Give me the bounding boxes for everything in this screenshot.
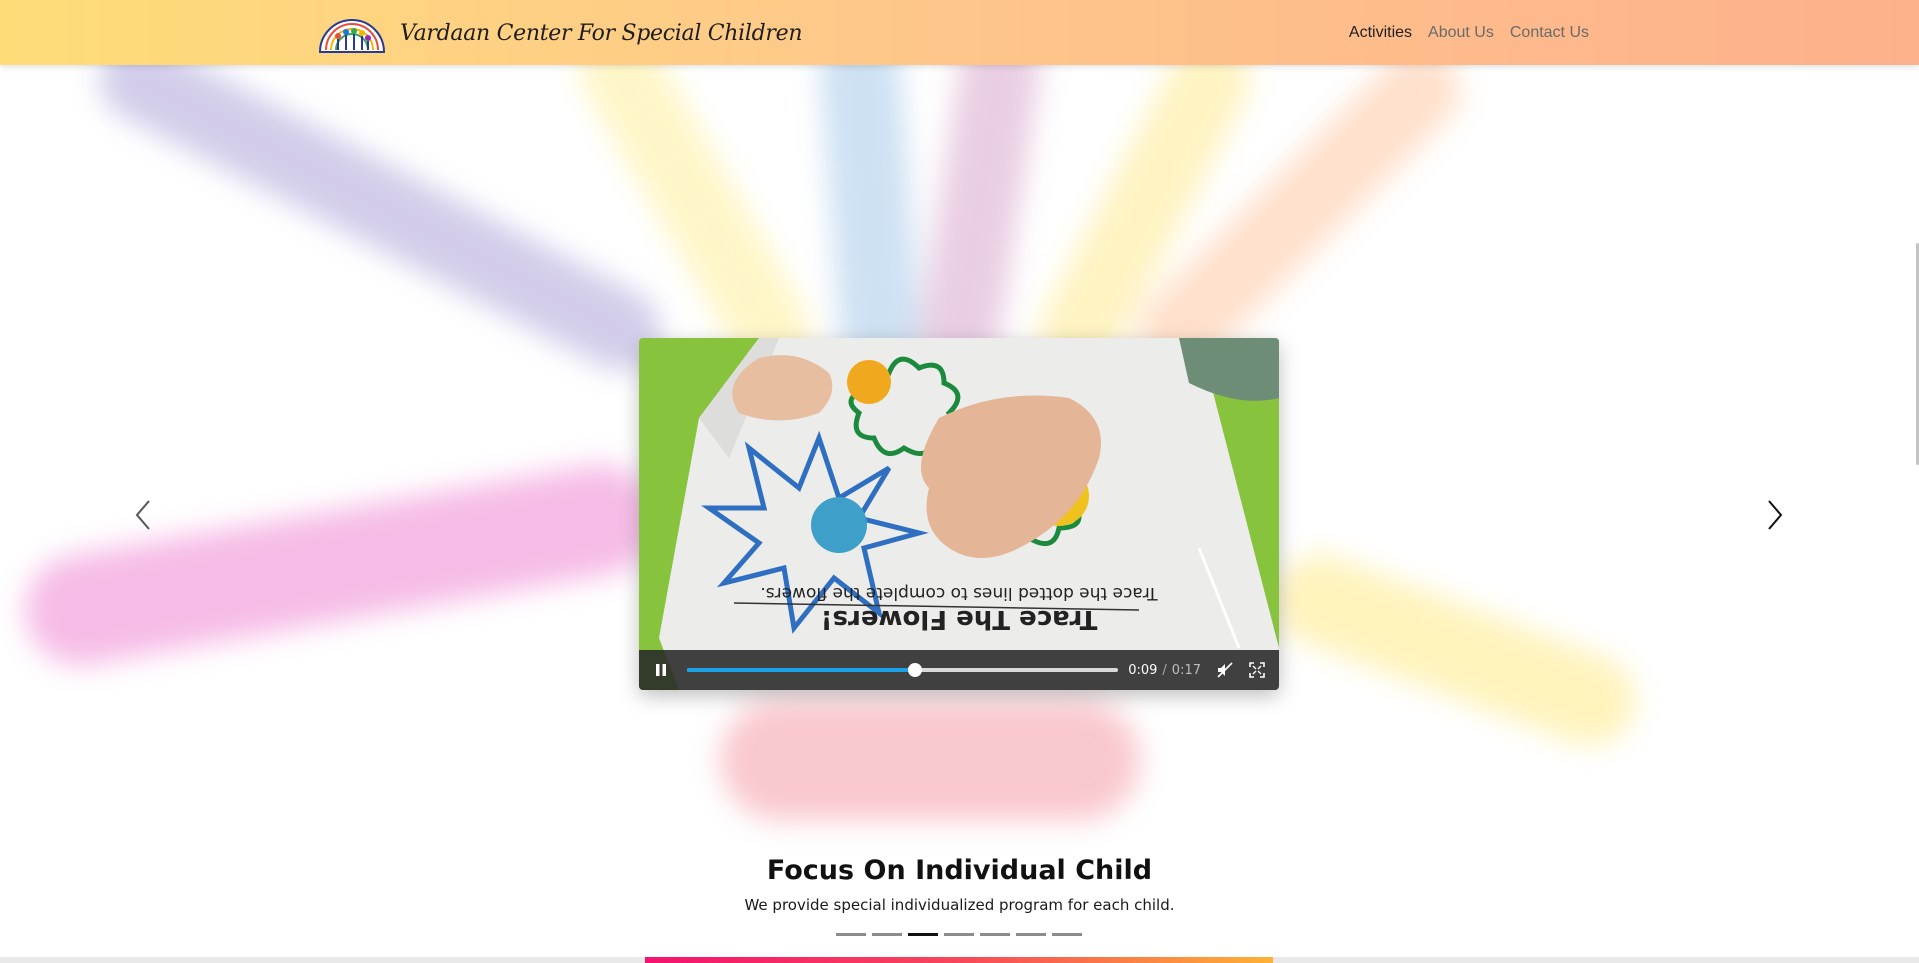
- carousel-indicator[interactable]: [1016, 933, 1046, 936]
- carousel-indicators: [836, 933, 1082, 936]
- paper-subtitle: Trace the dotted lines to complete the flowers.: [760, 583, 1158, 603]
- carousel-indicator[interactable]: [1052, 933, 1082, 936]
- paper-title: Trace The Flowers!: [820, 604, 1098, 634]
- nav-link-contact-us[interactable]: Contact Us: [1509, 23, 1589, 41]
- carousel-prev-button[interactable]: [128, 498, 158, 532]
- mute-button[interactable]: [1213, 658, 1237, 682]
- carousel-indicator[interactable]: [980, 933, 1010, 936]
- bottom-accent-bar: [645, 957, 1273, 963]
- video-frame: [639, 338, 1279, 690]
- logo-icon: [318, 12, 386, 54]
- video-player[interactable]: [639, 338, 1279, 690]
- fullscreen-button[interactable]: [1245, 658, 1269, 682]
- video-duration: 0:17: [1171, 662, 1201, 678]
- nav-link-about-us[interactable]: About Us: [1428, 23, 1494, 41]
- video-time-separator: /: [1162, 662, 1167, 678]
- video-progress-fill: [687, 668, 915, 672]
- nav-link-activities[interactable]: Activities: [1348, 23, 1413, 41]
- carousel-indicator[interactable]: [908, 933, 938, 936]
- chevron-right-icon: [1765, 499, 1785, 531]
- video-time: [1128, 663, 1201, 678]
- brand[interactable]: [318, 12, 802, 54]
- nav-links: [1349, 0, 1589, 65]
- caption-text: We provide special individualized program for each child.: [744, 896, 1175, 914]
- carousel-next-button[interactable]: [1760, 498, 1790, 532]
- navbar: [0, 0, 1919, 65]
- fullscreen-icon: [1249, 662, 1265, 678]
- video-progress-bar[interactable]: [687, 668, 1118, 672]
- carousel-caption: [0, 855, 1919, 914]
- play-pause-button[interactable]: [649, 658, 673, 682]
- pause-icon: [655, 663, 667, 677]
- video-current-time: 0:09: [1128, 662, 1158, 678]
- video-controls: [639, 650, 1279, 690]
- video-controls-right: [1213, 658, 1269, 682]
- mute-icon: [1216, 661, 1234, 679]
- carousel-indicator[interactable]: [872, 933, 902, 936]
- carousel-indicator[interactable]: [836, 933, 866, 936]
- brand-name: Vardaan Center For Special Children: [400, 20, 803, 46]
- chevron-left-icon: [133, 499, 153, 531]
- carousel-indicator[interactable]: [944, 933, 974, 936]
- video-progress-handle[interactable]: [908, 663, 922, 677]
- caption-title: Focus On Individual Child: [766, 855, 1153, 886]
